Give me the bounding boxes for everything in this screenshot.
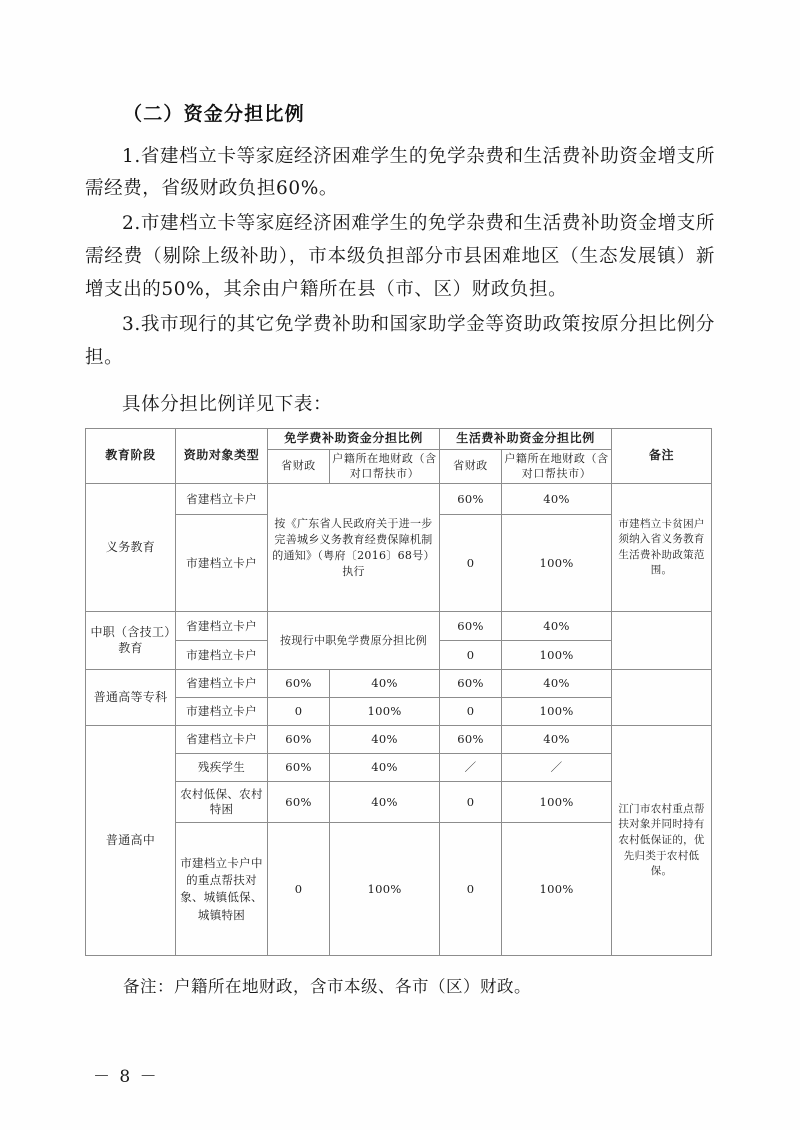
cell-tuition-local: 40% <box>330 754 440 782</box>
cell-living-local: 40% <box>502 670 612 698</box>
cell-type: 省建档立卡户 <box>176 726 268 754</box>
cell-stage-college: 普通高等专科 <box>86 670 176 726</box>
cell-stage-highschool: 普通高中 <box>86 726 176 956</box>
cell-type: 市建档立卡户 <box>176 515 268 612</box>
cell-stage-compulsory: 义务教育 <box>86 484 176 612</box>
cell-type: 市建档立卡户 <box>176 641 268 670</box>
cell-tuition-local: 100% <box>330 823 440 956</box>
cell-tuition-merged-note: 按现行中职免学费原分担比例 <box>268 612 440 670</box>
cell-living-province: 0 <box>440 782 502 823</box>
header-group-living: 生活费补助资金分担比例 <box>440 429 612 450</box>
cell-tuition-province: 60% <box>268 782 330 823</box>
table-body <box>86 484 712 956</box>
cell-living-province: 0 <box>440 823 502 956</box>
cell-tuition-local: 40% <box>330 782 440 823</box>
cell-living-province: 0 <box>440 515 502 612</box>
paragraph-3: 3.我市现行的其它免学费补助和国家助学金等资助政策按原分担比例分担。 <box>85 314 715 369</box>
table-row <box>86 670 712 698</box>
table-row <box>86 726 712 754</box>
cell-remark: 市建档立卡贫困户须纳入省义务教育生活费补助政策范围。 <box>612 484 712 612</box>
cell-tuition-local: 40% <box>330 726 440 754</box>
cell-living-province: 60% <box>440 726 502 754</box>
cell-tuition-local: 40% <box>330 670 440 698</box>
cell-type: 市建档立卡户 <box>176 698 268 726</box>
cell-living-province: ／ <box>440 754 502 782</box>
header-education-stage: 教育阶段 <box>86 429 176 484</box>
cell-living-local: 40% <box>502 484 612 515</box>
cell-living-province: 0 <box>440 641 502 670</box>
header-living-province: 省财政 <box>440 450 502 484</box>
header-living-local: 户籍所在地财政（含对口帮扶市） <box>502 450 612 484</box>
cell-type: 市建档立卡户中的重点帮扶对象、城镇低保、城镇特困 <box>176 823 268 956</box>
cell-living-province: 60% <box>440 612 502 641</box>
cell-remark <box>612 670 712 726</box>
cell-tuition-province: 60% <box>268 754 330 782</box>
cell-living-local: 100% <box>502 515 612 612</box>
table-header <box>86 429 712 484</box>
cell-living-local: 40% <box>502 612 612 641</box>
cell-type: 农村低保、农村特困 <box>176 782 268 823</box>
cell-stage-vocational: 中职（含技工）教育 <box>86 612 176 670</box>
cell-living-local: 100% <box>502 823 612 956</box>
paragraph-1: 1.省建档立卡等家庭经济困难学生的免学杂费和生活费补助资金增支所需经费，省级财政负担60%。 <box>85 145 715 200</box>
header-group-tuition: 免学费补助资金分担比例 <box>268 429 440 450</box>
funding-ratio-table <box>85 428 712 956</box>
cell-remark: 江门市农村重点帮扶对象并同时持有农村低保证的，优先归类于农村低保。 <box>612 726 712 956</box>
table-header-row-top <box>86 429 712 450</box>
cell-living-local: 40% <box>502 726 612 754</box>
cell-type: 残疾学生 <box>176 754 268 782</box>
cell-tuition-merged-note: 按《广东省人民政府关于进一步完善城乡义务教育经费保障机制的通知》（粤府〔2016〕68号）执行 <box>268 484 440 612</box>
table-footnote: 备注：户籍所在地财政，含市本级、各市（区）财政。 <box>123 977 531 997</box>
header-tuition-province: 省财政 <box>268 450 330 484</box>
cell-type: 省建档立卡户 <box>176 670 268 698</box>
cell-tuition-province: 60% <box>268 670 330 698</box>
page-content <box>85 100 715 1087</box>
cell-living-province: 0 <box>440 698 502 726</box>
header-recipient-type: 资助对象类型 <box>176 429 268 484</box>
section-heading: （二）资金分担比例 <box>123 103 305 125</box>
cell-type: 省建档立卡户 <box>176 612 268 641</box>
header-remark: 备注 <box>612 429 712 484</box>
cell-tuition-province: 0 <box>268 823 330 956</box>
table-row <box>86 612 712 641</box>
cell-living-local: ／ <box>502 754 612 782</box>
cell-tuition-local: 100% <box>330 698 440 726</box>
page-number: － 8 － <box>93 1067 159 1087</box>
cell-remark <box>612 612 712 670</box>
cell-living-province: 60% <box>440 670 502 698</box>
paragraph-2: 2.市建档立卡等家庭经济困难学生的免学杂费和生活费补助资金增支所需经费（剔除上级补助），市本级负担部分市县困难地区（生态发展镇）新增支出的50%，其余由户籍所在县（市、区）财政负担。 <box>85 213 715 301</box>
table-row <box>86 484 712 515</box>
cell-tuition-province: 0 <box>268 698 330 726</box>
cell-living-local: 100% <box>502 641 612 670</box>
cell-tuition-province: 60% <box>268 726 330 754</box>
cell-living-local: 100% <box>502 698 612 726</box>
cell-living-province: 60% <box>440 484 502 515</box>
cell-living-local: 100% <box>502 782 612 823</box>
header-tuition-local: 户籍所在地财政（含对口帮扶市） <box>330 450 440 484</box>
table-lead-in: 具体分担比例详见下表： <box>122 393 333 415</box>
cell-type: 省建档立卡户 <box>176 484 268 515</box>
